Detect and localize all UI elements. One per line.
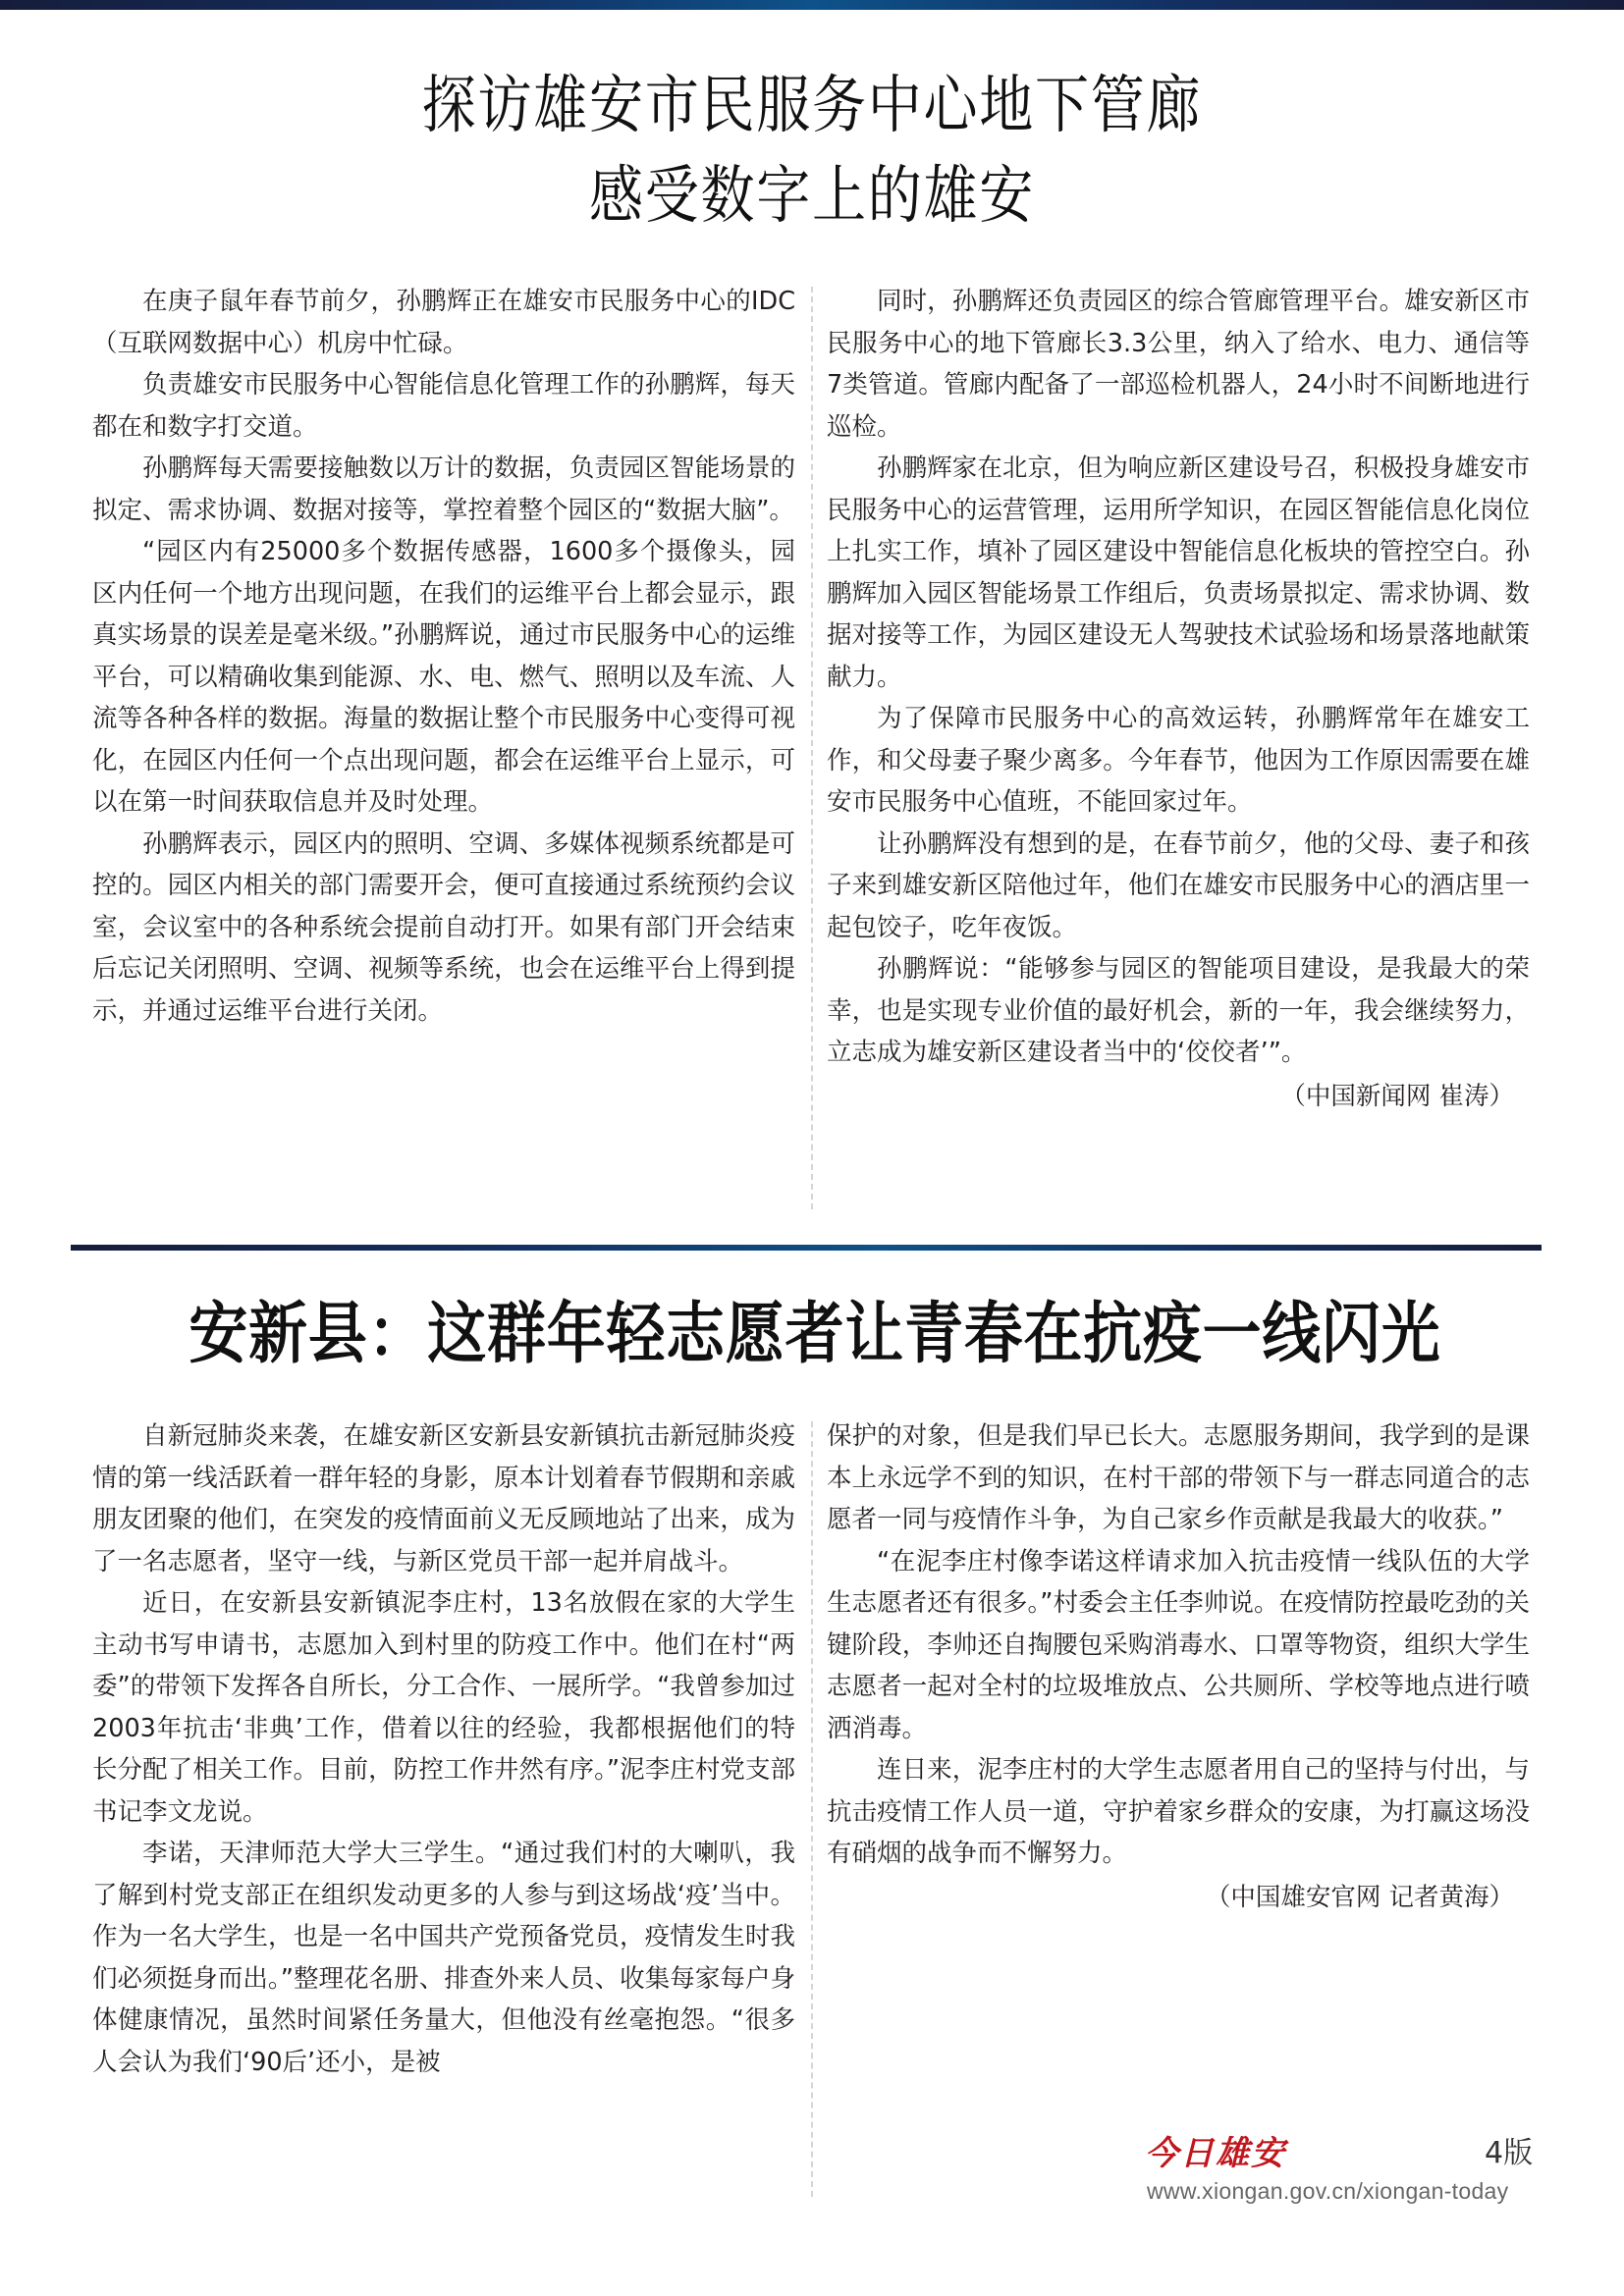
- article2-column-left: [92, 1415, 795, 2083]
- top-banner-bar: [0, 0, 1624, 10]
- paragraph: 自新冠肺炎来袭，在雄安新区安新县安新镇抗击新冠肺炎疫情的第一线活跃着一群年轻的身影，原本计划着春节假期和亲戚朋友团聚的他们，在突发的疫情面前义无反顾地站了出来，成为了一名志愿者，坚守一线，与新区党员干部一起并肩战斗。: [92, 1421, 795, 1576]
- column-divider: [811, 1421, 813, 2197]
- paragraph: 让孙鹏辉没有想到的是，在春节前夕，他的父母、妻子和孩子来到雄安新区陪他过年，他们在雄安市民服务中心的酒店里一起包饺子，吃年夜饭。: [827, 828, 1530, 942]
- article2-column-right: [827, 1415, 1530, 1918]
- article1-column-right: [827, 281, 1530, 1117]
- paragraph: 同时，孙鹏辉还负责园区的综合管廊管理平台。雄安新区市民服务中心的地下管廊长3.3公里，纳入了给水、电力、通信等7类管道。管廊内配备了一部巡检机器人，24小时不间断地进行巡检。: [827, 287, 1530, 442]
- paragraph: “在泥李庄村像李诺这样请求加入抗击疫情一线队伍的大学生志愿者还有很多。”村委会主任李帅说。在疫情防控最吃劲的关键阶段，李帅还自掏腰包采购消毒水、口罩等物资，组织大学生志愿者一起对全村的垃圾堆放点、公共厕所、学校等地点进行喷洒消毒。: [827, 1546, 1530, 1743]
- paragraph: 保护的对象，但是我们早已长大。志愿服务期间，我学到的是课本上永远学不到的知识，在村干部的带领下与一群志同道合的志愿者一同与疫情作斗争，为自己家乡作贡献是我最大的收获。”: [827, 1421, 1530, 1534]
- article2-byline: （中国雄安官网 记者黄海）: [1205, 1882, 1514, 1912]
- footer-url-link[interactable]: www.xiongan.gov.cn/xiongan-today: [1147, 2178, 1509, 2204]
- paragraph: 孙鹏辉说：“能够参与园区的智能项目建设，是我最大的荣幸，也是实现专业价值的最好机会，新的一年，我会继续努力，立志成为雄安新区建设者当中的‘佼佼者’”。: [827, 954, 1530, 1067]
- page-number-label: 4版: [1485, 2136, 1534, 2170]
- paragraph: 孙鹏辉表示，园区内的照明、空调、多媒体视频系统都是可控的。园区内相关的部门需要开会，便可直接通过系统预约会议室，会议室中的各种系统会提前自动打开。如果有部门开会结束后忘记关闭照明、空调、视频等系统，也会在运维平台上得到提示，并通过运维平台进行关闭。: [92, 828, 795, 1026]
- paragraph: 李诺，天津师范大学大三学生。“通过我们村的大喇叭，我了解到村党支部正在组织发动更多的人参与到这场战‘疫’当中。作为一名大学生，也是一名中国共产党预备党员，疫情发生时我们必须挺身而出。”整理花名册、排查外来人员、收集每家每户身体健康情况，虽然时间紧任务量大，但他没有丝毫抱怨。“很多人会认为我们‘90后’还小，是被: [92, 1839, 795, 2077]
- paragraph: 孙鹏辉家在北京，但为响应新区建设号召，积极投身雄安市民服务中心的运营管理，运用所学知识，在园区智能信息化岗位上扎实工作，填补了园区建设中智能信息化板块的管控空白。孙鹏辉加入园区智能场景工作组后，负责场景拟定、需求协调、数据对接等工作，为园区建设无人驾驶技术试验场和场景落地献策献力。: [827, 454, 1530, 692]
- paragraph: 在庚子鼠年春节前夕，孙鹏辉正在雄安市民服务中心的IDC（互联网数据中心）机房中忙碌。: [92, 287, 795, 358]
- article2-title: 安新县：这群年轻志愿者让青春在抗疫一线闪光: [189, 1296, 1441, 1373]
- paragraph: 近日，在安新县安新镇泥李庄村，13名放假在家的大学生主动书写申请书，志愿加入到村里的防疫工作中。他们在村“两委”的带领下发挥各自所长，分工合作、一展所学。“我曾参加过2003年抗击‘非典’工作，借着以往的经验，我都根据他们的特长分配了相关工作。目前，防控工作井然有序。”泥李庄村党支部书记李文龙说。: [92, 1588, 795, 1827]
- article1-column-left: [92, 281, 795, 1032]
- article1-title-line1: 探访雄安市民服务中心地下管廊: [421, 70, 1203, 142]
- paragraph: “园区内有25000多个数据传感器，1600多个摄像头，园区内任何一个地方出现问题，在我们的运维平台上都会显示，跟真实场景的误差是毫米级。”孙鹏辉说，通过市民服务中心的运维平台，可以精确收集到能源、水、电、燃气、照明以及车流、人流等各种各样的数据。海量的数据让整个市民服务中心变得可视化，在园区内任何一个点出现问题，都会在运维平台上显示，可以在第一时间获取信息并及时处理。: [92, 537, 795, 817]
- paragraph: 负责雄安市民服务中心智能信息化管理工作的孙鹏辉，每天都在和数字打交道。: [92, 370, 795, 442]
- column-divider: [811, 287, 813, 1209]
- article1-byline: （中国新闻网 崔涛）: [1280, 1081, 1514, 1111]
- paragraph: 为了保障市民服务中心的高效运转，孙鹏辉常年在雄安工作，和父母妻子聚少离多。今年春节，他因为工作原因需要在雄安市民服务中心值班，不能回家过年。: [827, 704, 1530, 817]
- section-divider-rule: [71, 1245, 1542, 1251]
- newspaper-logo: 今日雄安: [1145, 2134, 1286, 2173]
- article1-title-line2: 感受数字上的雄安: [588, 160, 1036, 233]
- paragraph: 连日来，泥李庄村的大学生志愿者用自己的坚持与付出，与抗击疫情工作人员一道，守护着家乡群众的安康，为打赢这场没有硝烟的战争而不懈努力。: [827, 1755, 1530, 1868]
- paragraph: 孙鹏辉每天需要接触数以万计的数据，负责园区智能场景的拟定、需求协调、数据对接等，掌控着整个园区的“数据大脑”。: [92, 454, 795, 525]
